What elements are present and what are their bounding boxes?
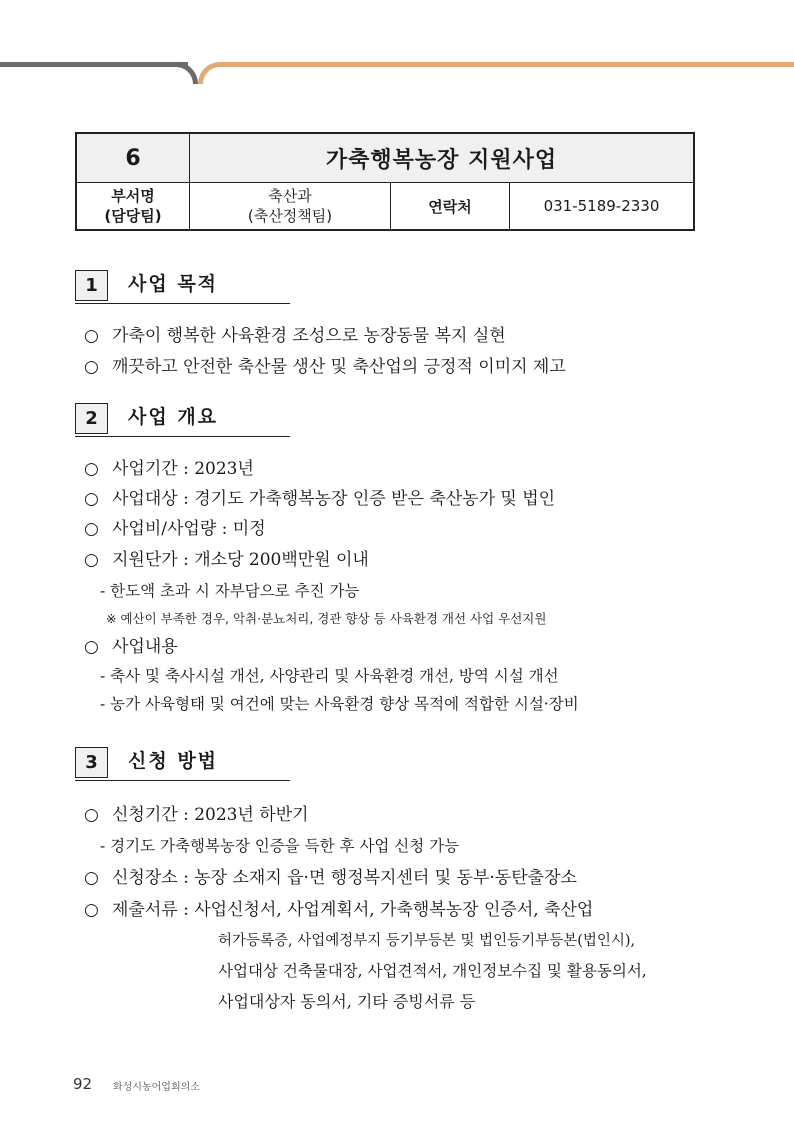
sub-item: - 한도액 초과 시 자부담으로 추진 가능 [100,582,360,600]
project-number: 6 [76,133,190,183]
header-bar-gray [0,62,188,67]
section-number: 1 [75,270,108,301]
list-item [84,456,254,482]
dept-value-line2: (축산정책팀) [247,207,333,225]
list-item-text: 깨끗하고 안전한 축산물 생산 및 축산업의 긍정적 이미지 제고 [112,357,566,377]
footer-organization: 화성시농어업회의소 [113,1082,200,1093]
list-item [84,802,309,828]
contact-value: 031-5189-2330 [510,183,695,231]
project-info-table [75,132,695,231]
sub-item: - 축사 및 축사시설 개선, 사양관리 및 사육환경 개선, 방역 시설 개선 [100,667,559,685]
continuation-text: 사업대상자 동의서, 기타 증빙서류 등 [218,992,476,1011]
section-number: 2 [75,403,108,434]
list-item-text: 사업대상 : 경기도 가축행복농장 인증 받은 축산농가 및 법인 [112,489,556,509]
dept-label [76,183,190,231]
page-number: 92 [73,1075,93,1093]
circle-bullet-icon: ○ [84,550,99,570]
list-item-text: 신청기간 : 2023년 하반기 [112,805,309,825]
list-item-text: 신청장소 : 농장 소재지 읍·면 행정복지센터 및 동부·동탄출장소 [112,868,577,888]
section-header-overview [75,403,290,437]
circle-bullet-icon: ○ [84,637,99,657]
list-item-text: 사업내용 [112,637,178,657]
continuation-text: 사업대상 건축물대장, 사업견적서, 개인정보수집 및 활용동의서, [218,962,647,980]
list-item [84,354,566,380]
section-header-application [75,747,290,781]
note-text: ※ 예산이 부족한 경우, 악취·분뇨처리, 경관 향상 등 사육환경 개선 사업 우선지원 [106,611,547,626]
circle-bullet-icon: ○ [84,357,99,377]
section-number: 3 [75,747,108,778]
continuation-text: 허가등록증, 사업예정부지 등기부등본 및 법인등기부등본(법인시), [218,933,636,949]
circle-bullet-icon: ○ [84,459,99,479]
circle-bullet-icon: ○ [84,326,99,346]
section-title: 사업 목적 [128,273,219,295]
dept-label-line1: 부서명 [111,187,155,205]
dept-value-line1: 축산과 [268,187,312,205]
project-title: 가축행복농장 지원사업 [190,133,695,183]
circle-bullet-icon: ○ [84,519,99,539]
circle-bullet-icon: ○ [84,900,99,920]
sub-item: - 농가 사육형태 및 여건에 맞는 사육환경 향상 목적에 적합한 시설·장비 [100,695,579,713]
section-header-purpose [75,270,290,304]
list-item-text: 가축이 행복한 사육환경 조성으로 농장동물 복지 실현 [112,326,506,346]
circle-bullet-icon: ○ [84,489,99,509]
list-item [84,897,593,923]
contact-label: 연락처 [391,183,510,231]
circle-bullet-icon: ○ [84,805,99,825]
list-item [84,634,178,660]
header-bar-orange [220,62,794,67]
dept-label-line2: (담당팀) [104,207,162,225]
list-item [84,516,266,542]
section-title: 신청 방법 [128,750,219,772]
list-item [84,865,577,891]
list-item [84,486,555,512]
list-item-text: 제출서류 : 사업신청서, 사업계획서, 가축행복농장 인증서, 축산업 [112,900,594,920]
dept-value [190,183,391,231]
list-item [84,547,369,573]
list-item-text: 사업비/사업량 : 미정 [112,519,266,539]
circle-bullet-icon: ○ [84,868,99,888]
header-curve-gray [168,62,198,84]
section-title: 사업 개요 [128,406,219,428]
sub-item: - 경기도 가축행복농장 인증을 득한 후 사업 신청 가능 [100,837,460,855]
list-item-text: 지원단가 : 개소당 200백만원 이내 [112,550,369,570]
list-item-text: 사업기간 : 2023년 [112,459,254,479]
list-item [84,323,506,349]
